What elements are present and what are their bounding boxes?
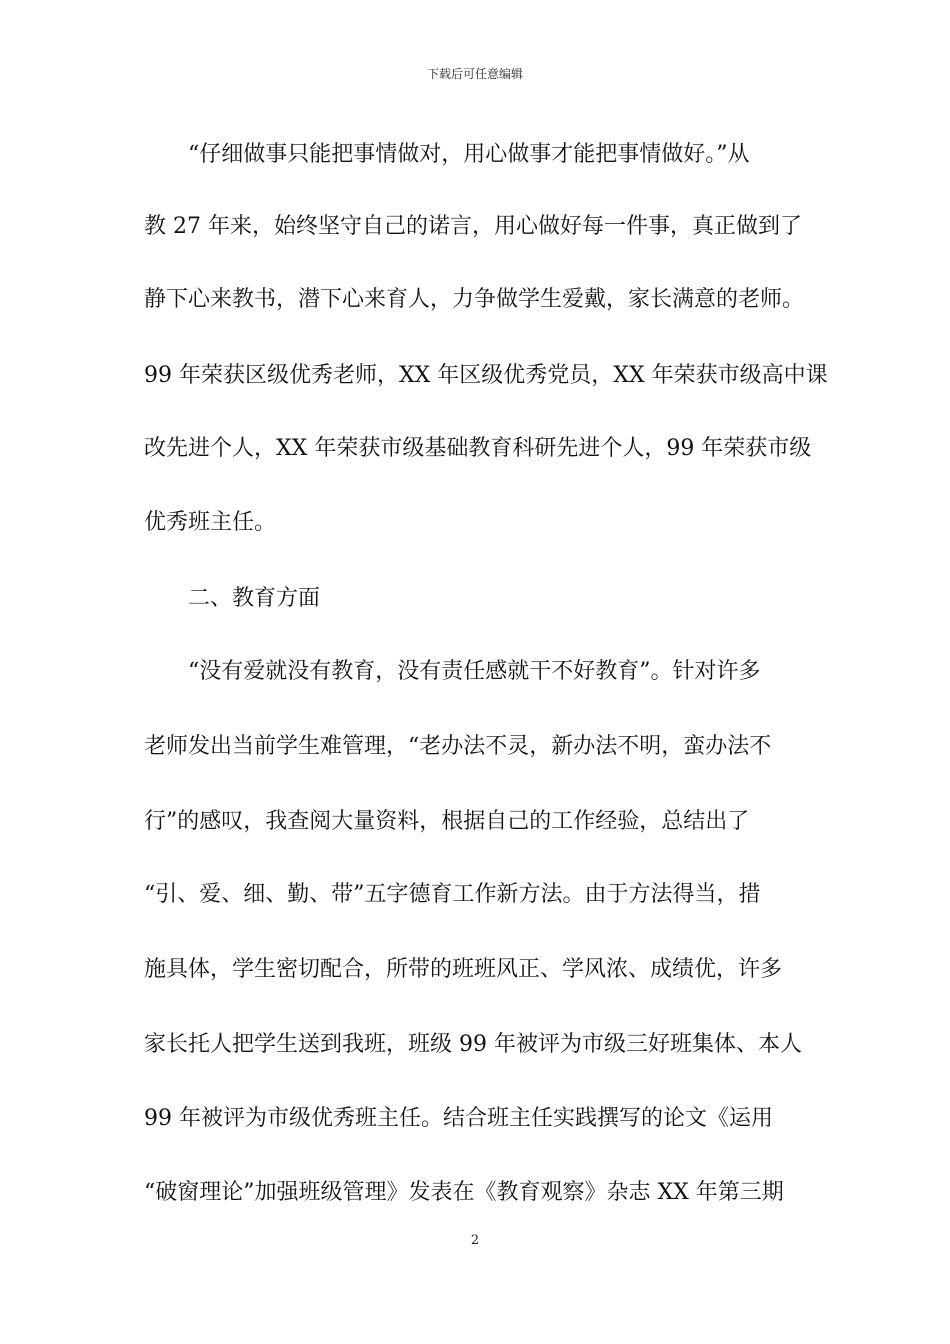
paragraph-2-line-5: 施具体，学生密切配合，所带的班班风正、学风浓、成绩优，许多 xyxy=(144,957,783,982)
paragraph-1-line-6: 优秀班主任。 xyxy=(144,510,277,535)
paragraph-2-line-3: 行”的感叹，我查阅大量资料，根据自己的工作经验，总结出了 xyxy=(144,809,750,834)
paragraph-1-line-3: 静下心来教书，潜下心来育人，力争做学生爱戴，家长满意的老师。 xyxy=(144,287,805,312)
paragraph-2-line-7: 99 年被评为市级优秀班主任。结合班主任实践撰写的论文《运用 xyxy=(144,1106,773,1131)
paragraph-1-line-1: “仔细做事只能把事情做对，用心做事才能把事情做好。”从 xyxy=(188,142,750,167)
paragraph-2-line-8: “破窗理论”加强班级管理》发表在《教育观察》杂志 XX 年第三期 xyxy=(144,1180,784,1205)
section-heading: 二、教育方面 xyxy=(188,586,321,611)
paragraph-2-line-4: “引、爱、细、勤、带”五字德育工作新方法。由于方法得当，措 xyxy=(144,882,761,907)
paragraph-2-line-2: 老师发出当前学生难管理，“老办法不灵，新办法不明，蛮办法不 xyxy=(144,734,772,759)
paragraph-1-line-4: 99 年荣获区级优秀老师，XX 年区级优秀党员，XX 年荣获市级高中课 xyxy=(144,363,828,388)
page-header: 下载后可任意编辑 xyxy=(426,67,523,81)
paragraph-2-line-1: “没有爱就没有教育，没有责任感就干不好教育”。针对许多 xyxy=(188,659,761,684)
page-number: 2 xyxy=(470,1233,480,1248)
paragraph-2-line-6: 家长托人把学生送到我班，班级 99 年被评为市级三好班集体、本人 xyxy=(144,1032,802,1057)
paragraph-1-line-2: 教 27 年来，始终坚守自己的诺言，用心做好每一件事，真正做到了 xyxy=(144,214,802,239)
paragraph-1-line-5: 改先进个人，XX 年荣获市级基础教育科研先进个人，99 年荣获市级 xyxy=(144,436,812,461)
